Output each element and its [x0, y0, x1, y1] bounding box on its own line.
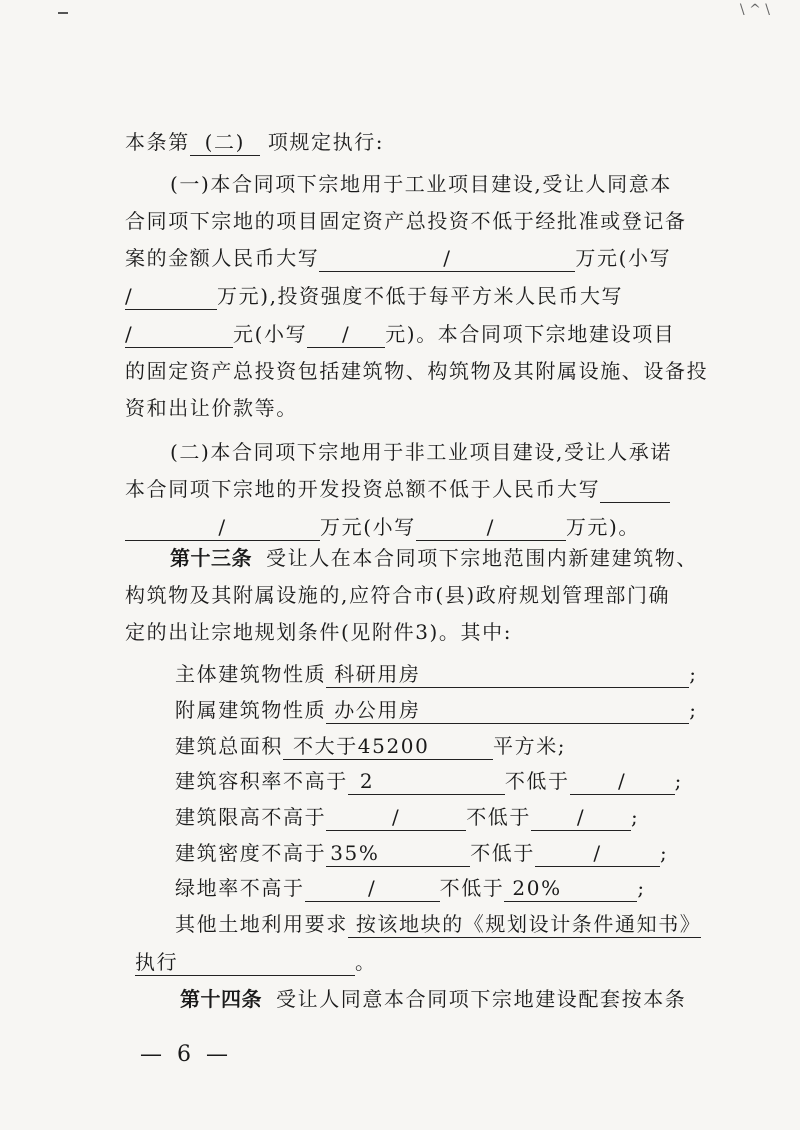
- density-min-value: /: [535, 841, 660, 867]
- density-row: 建筑密度不高于 35% 不低于 / ;: [175, 841, 669, 865]
- item1-line2: 合同项下宗地的项目固定资产总投资不低于经批准或登记备: [125, 209, 687, 233]
- page-number: — 6 —: [140, 1042, 232, 1067]
- intro-choice: (二): [190, 130, 260, 156]
- scan-mark: [58, 12, 68, 14]
- item1-line5: / 元(小写 / 元)。本合同项下宗地建设项目: [125, 322, 676, 346]
- item1-line1: (一)本合同项下宗地用于工业项目建设,受让人同意本: [170, 172, 672, 196]
- invest-total-small: /: [125, 284, 217, 310]
- dev-invest-small: /: [416, 515, 566, 541]
- item2-line3: / 万元(小写 / 万元)。: [125, 513, 640, 541]
- main-use-value: 科研用房: [326, 662, 689, 688]
- clause14-line1: 第十四条 受让人同意本合同项下宗地建设配套按本条: [180, 987, 687, 1011]
- height-min-value: /: [531, 805, 631, 831]
- green-min-value: 20%: [504, 876, 637, 902]
- invest-intensity-small: /: [307, 322, 385, 348]
- green-row: 绿地率不高于 / 不低于 20% ;: [175, 876, 646, 900]
- far-row: 建筑容积率不高于 2 不低于 / ;: [175, 769, 683, 793]
- dev-invest-capital: /: [125, 515, 320, 541]
- clause12-intro: 本条第 (二) 项规定执行:: [125, 130, 385, 154]
- other-requirement-value: 按该地块的《规划设计条件通知书》: [348, 912, 702, 938]
- green-max-value: /: [305, 876, 440, 902]
- height-max-value: /: [326, 805, 466, 831]
- clause13-line1: 第十三条 受让人在本合同项下宗地范围内新建建筑物、: [170, 546, 698, 570]
- main-use-row: 主体建筑物性质 科研用房 ;: [175, 662, 698, 686]
- area-row: 建筑总面积 不大于45200 平方米;: [175, 734, 567, 758]
- item2-line2: 本合同项下宗地的开发投资总额不低于人民币大写: [125, 475, 670, 503]
- invest-total-capital: /: [319, 246, 575, 272]
- clause13-line2: 构筑物及其附属设施的,应符合市(县)政府规划管理部门确: [125, 583, 671, 607]
- clause13-title: 第十三条: [170, 546, 252, 570]
- aux-use-row: 附属建筑物性质 办公用房 ;: [175, 698, 698, 722]
- other-requirement-cont: 执行: [135, 950, 355, 976]
- item1-line4: / 万元),投资强度不低于每平方米人民币大写: [125, 284, 624, 308]
- clause13-line3: 定的出让宗地规划条件(见附件3)。其中:: [125, 620, 513, 644]
- far-min-value: /: [570, 769, 675, 795]
- item2-line1: (二)本合同项下宗地用于非工业项目建设,受让人承诺: [170, 440, 672, 464]
- clause14-title: 第十四条: [180, 987, 262, 1011]
- dev-invest-capital-start: [600, 477, 670, 503]
- invest-intensity-capital: /: [125, 322, 233, 348]
- far-max-value: 2: [348, 769, 505, 795]
- other-row-cont: 执行 。: [135, 950, 377, 974]
- item1-line7: 资和出让价款等。: [125, 396, 298, 420]
- item1-line3: 案的金额人民币大写 / 万元(小写: [125, 246, 672, 270]
- area-value: 不大于45200: [283, 734, 493, 760]
- density-max-value: 35%: [326, 841, 470, 867]
- corner-mark: \ ^ \: [739, 2, 770, 18]
- item1-line6: 的固定资产总投资包括建筑物、构筑物及其附属设施、设备投: [125, 359, 709, 383]
- height-row: 建筑限高不高于 / 不低于 / ;: [175, 805, 640, 829]
- aux-use-value: 办公用房: [326, 698, 689, 724]
- other-row: 其他土地利用要求 按该地块的《规划设计条件通知书》: [175, 912, 702, 936]
